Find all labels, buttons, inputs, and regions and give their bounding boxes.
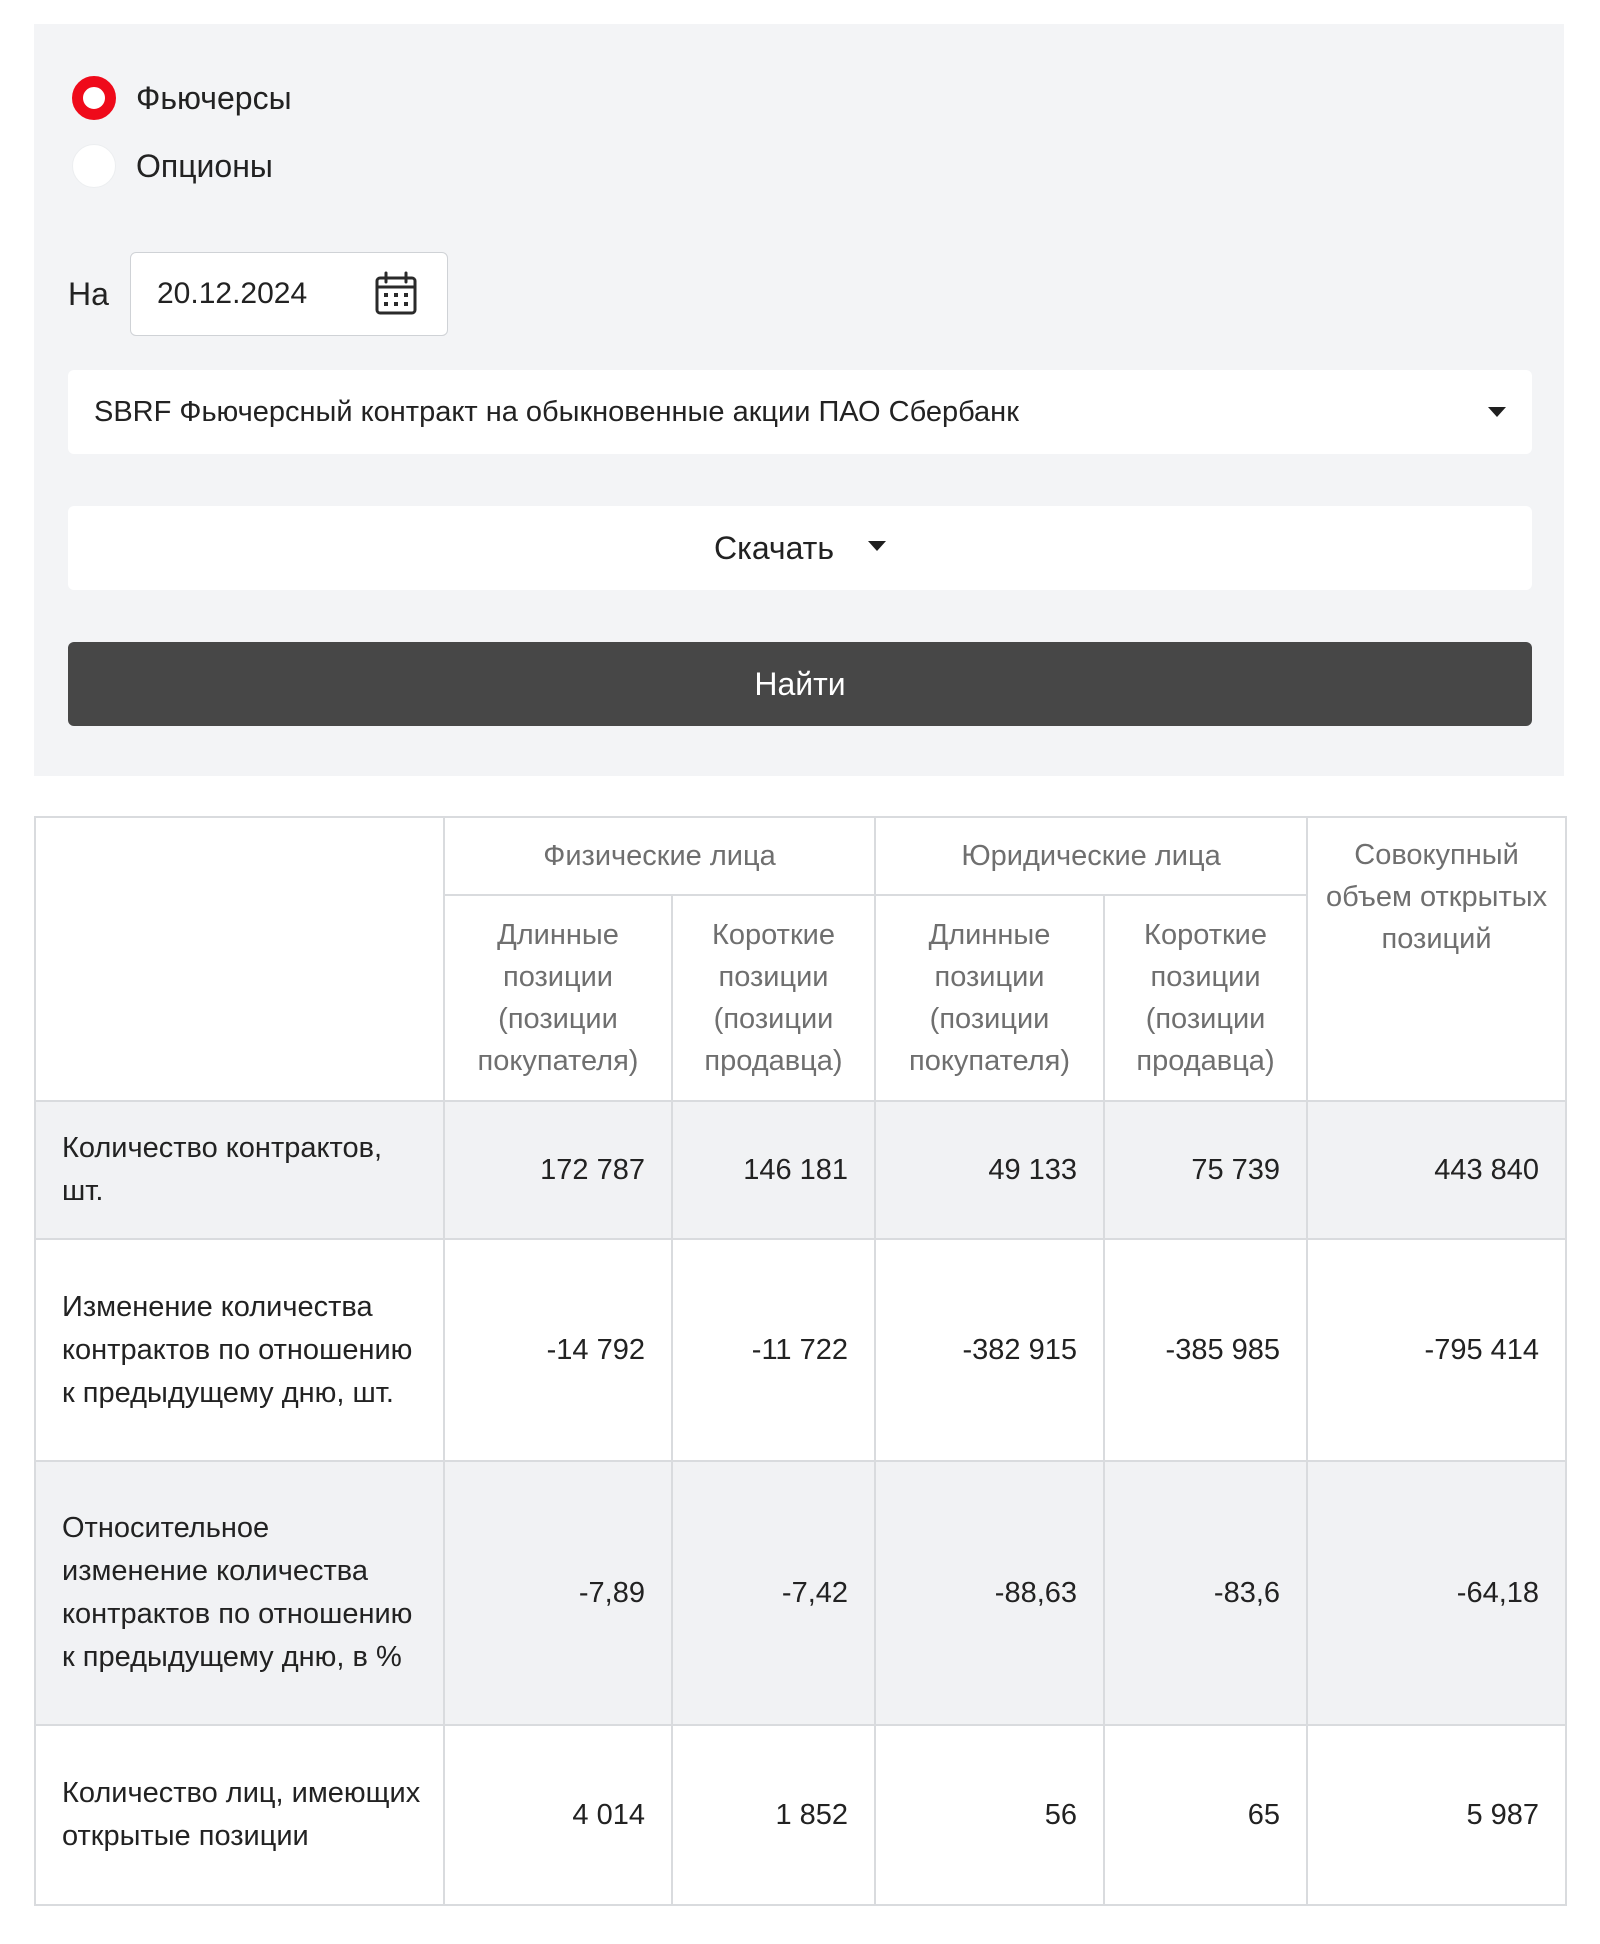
column-group-legal: Юридические лица (875, 817, 1307, 895)
column-individuals-short: Короткие позиции (позиции продавца) (672, 895, 875, 1101)
radio-options-label[interactable]: Опционы (136, 147, 273, 184)
table-cell: -64,18 (1307, 1461, 1566, 1725)
table-cell: -83,6 (1104, 1461, 1307, 1725)
row-label: Относительное изменение количества контрактов по отношению к предыдущему дню, в % (35, 1461, 444, 1725)
column-individuals-long: Длинные позиции (позиции покупателя) (444, 895, 672, 1101)
filter-panel (34, 24, 1564, 776)
radio-options-control[interactable] (72, 144, 116, 188)
find-button[interactable] (68, 642, 1532, 726)
open-positions-table (34, 816, 1567, 1906)
table-row (35, 1239, 1566, 1461)
table-row (35, 1725, 1566, 1905)
table-cell: -11 722 (672, 1239, 875, 1461)
table-cell: 4 014 (444, 1725, 672, 1905)
chevron-down-icon[interactable] (868, 541, 886, 551)
table-cell: 443 840 (1307, 1101, 1566, 1239)
download-dropdown[interactable] (68, 506, 1532, 590)
column-total-open-interest: Совокупный объем открытых позиций (1307, 817, 1566, 1101)
table-cell: -382 915 (875, 1239, 1104, 1461)
radio-futures-label[interactable]: Фьючерсы (136, 79, 292, 116)
table-cell: 49 133 (875, 1101, 1104, 1239)
table-cell: -795 414 (1307, 1239, 1566, 1461)
table-cell: -7,89 (444, 1461, 672, 1725)
download-label[interactable]: Скачать (714, 529, 834, 566)
table-cell: 65 (1104, 1725, 1307, 1905)
column-legal-short: Короткие позиции (позиции продавца) (1104, 895, 1307, 1101)
contract-select[interactable] (68, 370, 1532, 454)
table-row (35, 1101, 1566, 1239)
date-value[interactable]: 20.12.2024 (157, 277, 308, 310)
row-label: Изменение количества контрактов по отношению к предыдущему дню, шт. (35, 1239, 444, 1461)
contract-select-value[interactable]: SBRF Фьючерсный контракт на обыкновенные акции ПАО Сбербанк (94, 395, 1019, 428)
table-cell: 146 181 (672, 1101, 875, 1239)
date-label: На (68, 276, 109, 312)
column-legal-long: Длинные позиции (позиции покупателя) (875, 895, 1104, 1101)
find-button-label[interactable]: Найти (754, 665, 846, 702)
table-cell: -14 792 (444, 1239, 672, 1461)
table-cell: 56 (875, 1725, 1104, 1905)
table-cell: 172 787 (444, 1101, 672, 1239)
table-cell: 1 852 (672, 1725, 875, 1905)
radio-futures[interactable] (72, 76, 292, 120)
date-input[interactable] (130, 252, 448, 336)
table-cell: -88,63 (875, 1461, 1104, 1725)
table-cell: -7,42 (672, 1461, 875, 1725)
calendar-icon[interactable] (373, 271, 419, 317)
table-cell: 5 987 (1307, 1725, 1566, 1905)
row-label: Количество лиц, имеющих открытые позиции (35, 1725, 444, 1905)
column-group-individuals: Физические лица (444, 817, 875, 895)
chevron-down-icon[interactable] (1488, 407, 1506, 417)
table-row (35, 1461, 1566, 1725)
table-corner-cell (35, 817, 444, 1101)
row-label: Количество контрактов, шт. (35, 1101, 444, 1239)
radio-futures-control[interactable] (72, 76, 116, 120)
radio-options[interactable] (72, 144, 273, 188)
table-cell: -385 985 (1104, 1239, 1307, 1461)
table-cell: 75 739 (1104, 1101, 1307, 1239)
